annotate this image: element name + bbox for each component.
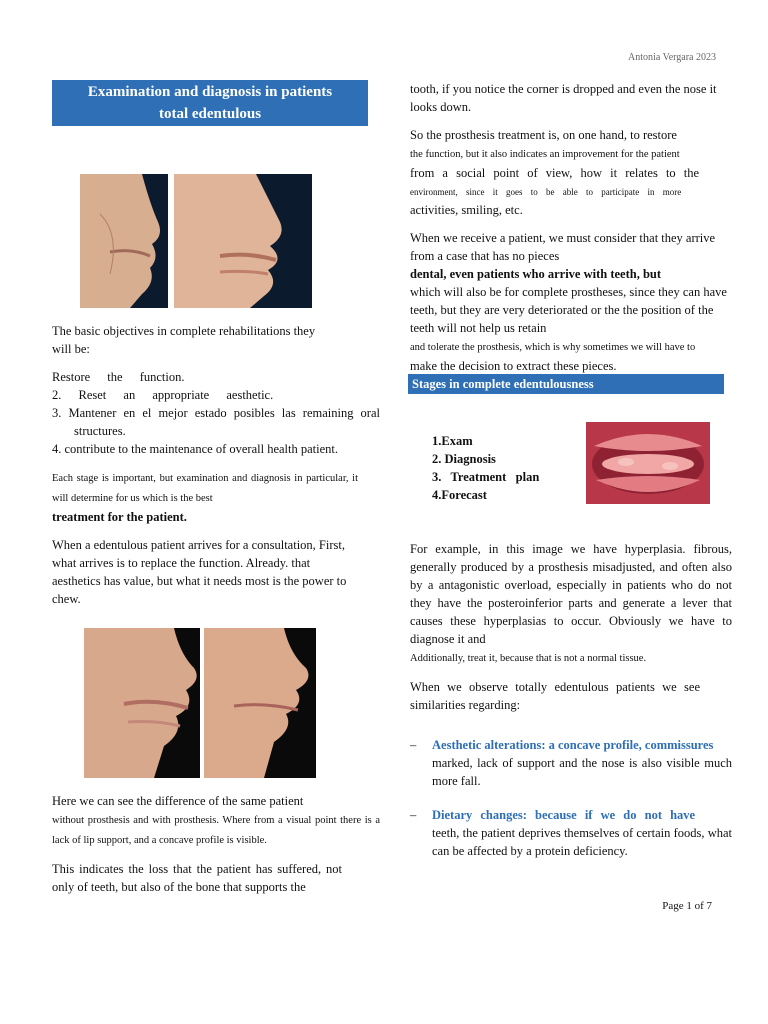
- stage-paragraph-text: Each stage is important, but examination and diagnosis in particular, it will determine for us which is the best: [52, 473, 358, 504]
- example-paragraph-text: For example, in this image we have hyperplasia. fibrous, generally produced by a prosthesis misadjusted, and often also by a antagonistic overload, especially in patients who do not they have the posteroinferior parts and generate a lever that causes these hyperplasias to occur. Obviously we have to diagnose it and: [410, 542, 732, 646]
- document-title: [52, 80, 368, 126]
- section-heading-stages: Stages in complete edentulousness: [408, 374, 724, 394]
- prosthesis-paragraph-end: activities, smiling, etc.: [410, 203, 523, 217]
- loss-paragraph: This indicates the loss that the patient has suffered, not only of teeth, but also of the bone that supports the: [52, 862, 342, 894]
- tooth-paragraph: tooth, if you notice the corner is dropped and even the nose it looks down.: [410, 82, 717, 114]
- observe-paragraph: When we observe totally edentulous patients we see similarities regarding:: [410, 680, 700, 712]
- receive-paragraph-text: When we receive a patient, we must consider that they arrive from a case that has no pieces: [410, 231, 716, 263]
- objective-item-2: 2. Reset an appropriate aesthetic.: [52, 388, 274, 402]
- prosthesis-paragraph-small: the function, but it also indicates an improvement for the patient: [410, 149, 680, 160]
- stages-list: [432, 432, 550, 504]
- title-line-1: Examination and diagnosis in patients: [87, 84, 333, 100]
- objectives-intro: The basic objectives in complete rehabilitations they will be:: [52, 324, 316, 356]
- page-number: Page 1 of 7: [662, 900, 712, 912]
- objective-item-4: 4. contribute to the maintenance of overall health patient.: [52, 442, 339, 456]
- title-line-2: total edentulous: [158, 106, 262, 122]
- consult-paragraph: When a edentulous patient arrives for a consultation, First, what arrives is to replace the function. Already. that aesthetics has value, but what it needs most is the power to chew.: [52, 538, 347, 606]
- prosthesis-paragraph-small-2: environment, since it goes to be able to participate in more: [410, 187, 682, 197]
- prosthesis-paragraph-text: So the prosthesis treatment is, on one hand, to restore: [410, 128, 677, 142]
- objective-item-1: Restore the function.: [52, 370, 185, 384]
- objective-item-3: 3. Mantener en el mejor estado posibles las remaining oral structures.: [52, 406, 380, 438]
- prosthesis-paragraph: [410, 126, 732, 219]
- bullet-dietary: [410, 806, 732, 860]
- difference-paragraph-text: Here we can see the difference of the same patient: [52, 794, 304, 808]
- receive-paragraph-rest: which will also be for complete prostheses, since they can have teeth, but they are very deteriorated or the the position of the teeth will not help us retain: [410, 285, 727, 335]
- difference-paragraph: [52, 792, 380, 850]
- stage-paragraph-bold: treatment for the patient.: [52, 510, 187, 524]
- receive-paragraph: [410, 229, 732, 375]
- stage-item-1: 1.Exam: [432, 434, 473, 448]
- bullet-dash-1: –: [410, 738, 417, 752]
- example-paragraph: [410, 540, 732, 668]
- author-label: Antonia Vergara 2023: [628, 52, 716, 63]
- bullet-aesthetic: [410, 736, 732, 790]
- bullet-aesthetic-title: Aesthetic alterations: a concave profile, commissures: [432, 738, 714, 752]
- receive-paragraph-small: and tolerate the prosthesis, which is why sometimes we will have to: [410, 342, 696, 353]
- bullet-dietary-text: teeth, the patient deprives themselves of certain foods, what can be affected by a protein deficiency.: [432, 826, 732, 858]
- profile-photo-comparison-top: [80, 174, 312, 308]
- bullet-dash-2: –: [410, 808, 417, 822]
- bullet-dietary-title: Dietary changes: because if we do not have: [432, 808, 696, 822]
- prosthesis-paragraph-rest: from a social point of view, how it relates to the: [410, 166, 700, 180]
- stage-item-3: 3. Treatment plan: [432, 470, 540, 484]
- stage-item-4: 4.Forecast: [432, 488, 487, 502]
- receive-paragraph-bold: dental, even patients who arrive with teeth, but: [410, 267, 662, 281]
- bullet-aesthetic-text: marked, lack of support and the nose is also visible much more fall.: [432, 756, 732, 788]
- difference-paragraph-small: without prosthesis and with prosthesis. Where from a visual point there is a lack of lip support, and a concave profile is visible.: [52, 815, 380, 846]
- profile-photo-comparison-bottom: [84, 628, 316, 778]
- stage-paragraph: [52, 468, 358, 526]
- oral-hyperplasia-photo: [586, 422, 710, 504]
- stage-item-2: 2. Diagnosis: [432, 452, 496, 466]
- objectives-list: [52, 368, 380, 458]
- receive-paragraph-end: make the decision to extract these pieces.: [410, 359, 617, 373]
- example-paragraph-small: Additionally, treat it, because that is not a normal tissue.: [410, 653, 647, 664]
